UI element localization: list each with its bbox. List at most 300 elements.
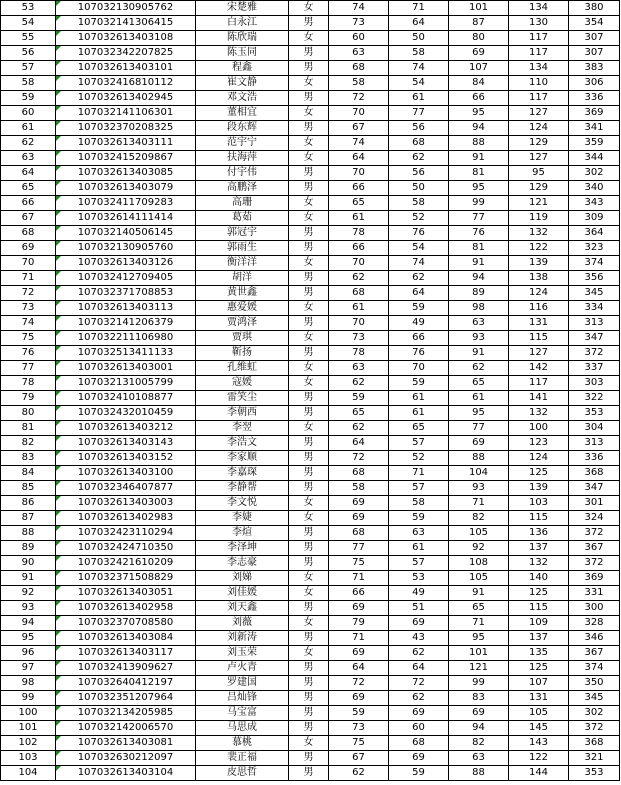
name-cell[interactable]: 李静帮 bbox=[196, 481, 289, 496]
score-c-cell[interactable]: 69 bbox=[449, 436, 509, 451]
score-c-cell[interactable]: 82 bbox=[449, 736, 509, 751]
name-cell[interactable]: 郭雨生 bbox=[196, 241, 289, 256]
gender-cell[interactable]: 女 bbox=[289, 211, 329, 226]
seq-cell[interactable]: 91 bbox=[1, 571, 56, 586]
gender-cell[interactable]: 男 bbox=[289, 676, 329, 691]
total-cell[interactable]: 367 bbox=[569, 646, 620, 661]
name-cell[interactable]: 刘玉荣 bbox=[196, 646, 289, 661]
score-b-cell[interactable]: 61 bbox=[389, 91, 449, 106]
score-d-cell[interactable]: 139 bbox=[509, 481, 569, 496]
exam-id-cell[interactable] bbox=[56, 136, 196, 151]
name-cell[interactable]: 贾鸿泽 bbox=[196, 316, 289, 331]
score-a-cell[interactable]: 65 bbox=[329, 406, 389, 421]
score-d-cell[interactable]: 132 bbox=[509, 406, 569, 421]
score-d-cell[interactable]: 129 bbox=[509, 136, 569, 151]
seq-cell[interactable]: 65 bbox=[1, 181, 56, 196]
score-d-cell[interactable]: 124 bbox=[509, 451, 569, 466]
score-a-cell[interactable]: 58 bbox=[329, 481, 389, 496]
score-d-cell[interactable]: 125 bbox=[509, 466, 569, 481]
score-b-cell[interactable]: 56 bbox=[389, 166, 449, 181]
name-cell[interactable]: 李翌 bbox=[196, 421, 289, 436]
score-a-cell[interactable]: 66 bbox=[329, 181, 389, 196]
table-row[interactable] bbox=[1, 121, 620, 136]
score-a-cell[interactable]: 60 bbox=[329, 31, 389, 46]
name-cell[interactable]: 李泽坤 bbox=[196, 541, 289, 556]
table-row[interactable] bbox=[1, 676, 620, 691]
seq-cell[interactable]: 56 bbox=[1, 46, 56, 61]
score-a-cell[interactable]: 69 bbox=[329, 691, 389, 706]
score-c-cell[interactable]: 94 bbox=[449, 271, 509, 286]
score-c-cell[interactable]: 91 bbox=[449, 256, 509, 271]
total-cell[interactable]: 301 bbox=[569, 496, 620, 511]
score-c-cell[interactable]: 91 bbox=[449, 586, 509, 601]
total-cell[interactable]: 372 bbox=[569, 556, 620, 571]
gender-cell[interactable]: 女 bbox=[289, 421, 329, 436]
name-cell[interactable]: 胡洋 bbox=[196, 271, 289, 286]
score-c-cell[interactable]: 95 bbox=[449, 406, 509, 421]
score-d-cell[interactable]: 144 bbox=[509, 766, 569, 781]
score-d-cell[interactable]: 107 bbox=[509, 676, 569, 691]
score-c-cell[interactable]: 99 bbox=[449, 196, 509, 211]
seq-cell[interactable]: 69 bbox=[1, 241, 56, 256]
exam-id-cell[interactable] bbox=[56, 766, 196, 781]
gender-cell[interactable]: 男 bbox=[289, 271, 329, 286]
seq-cell[interactable]: 100 bbox=[1, 706, 56, 721]
score-b-cell[interactable]: 76 bbox=[389, 226, 449, 241]
exam-id-cell[interactable] bbox=[56, 721, 196, 736]
score-a-cell[interactable]: 65 bbox=[329, 196, 389, 211]
total-cell[interactable]: 369 bbox=[569, 571, 620, 586]
gender-cell[interactable]: 男 bbox=[289, 121, 329, 136]
score-c-cell[interactable]: 105 bbox=[449, 526, 509, 541]
seq-cell[interactable]: 79 bbox=[1, 391, 56, 406]
score-b-cell[interactable]: 61 bbox=[389, 541, 449, 556]
total-cell[interactable]: 368 bbox=[569, 466, 620, 481]
score-d-cell[interactable]: 137 bbox=[509, 541, 569, 556]
exam-id-cell[interactable] bbox=[56, 616, 196, 631]
score-b-cell[interactable]: 50 bbox=[389, 181, 449, 196]
score-a-cell[interactable]: 73 bbox=[329, 331, 389, 346]
score-a-cell[interactable]: 62 bbox=[329, 421, 389, 436]
score-c-cell[interactable]: 104 bbox=[449, 466, 509, 481]
seq-cell[interactable]: 70 bbox=[1, 256, 56, 271]
name-cell[interactable]: 白永江 bbox=[196, 16, 289, 31]
seq-cell[interactable]: 66 bbox=[1, 196, 56, 211]
gender-cell[interactable]: 女 bbox=[289, 106, 329, 121]
table-row[interactable] bbox=[1, 406, 620, 421]
score-d-cell[interactable]: 103 bbox=[509, 496, 569, 511]
seq-cell[interactable]: 60 bbox=[1, 106, 56, 121]
exam-id-cell[interactable] bbox=[56, 241, 196, 256]
score-d-cell[interactable]: 142 bbox=[509, 361, 569, 376]
gender-cell[interactable]: 女 bbox=[289, 571, 329, 586]
table-row[interactable] bbox=[1, 571, 620, 586]
score-b-cell[interactable]: 43 bbox=[389, 631, 449, 646]
total-cell[interactable]: 372 bbox=[569, 346, 620, 361]
gender-cell[interactable]: 女 bbox=[289, 646, 329, 661]
table-row[interactable] bbox=[1, 451, 620, 466]
table-row[interactable] bbox=[1, 271, 620, 286]
score-d-cell[interactable]: 119 bbox=[509, 211, 569, 226]
name-cell[interactable]: 邓文浩 bbox=[196, 91, 289, 106]
exam-id-cell[interactable] bbox=[56, 751, 196, 766]
table-row[interactable] bbox=[1, 436, 620, 451]
total-cell[interactable]: 346 bbox=[569, 631, 620, 646]
table-row[interactable] bbox=[1, 556, 620, 571]
table-row[interactable] bbox=[1, 421, 620, 436]
score-c-cell[interactable]: 95 bbox=[449, 181, 509, 196]
score-b-cell[interactable]: 52 bbox=[389, 451, 449, 466]
score-c-cell[interactable]: 94 bbox=[449, 721, 509, 736]
score-a-cell[interactable]: 71 bbox=[329, 631, 389, 646]
name-cell[interactable]: 惠爱媛 bbox=[196, 301, 289, 316]
exam-id-cell[interactable] bbox=[56, 61, 196, 76]
seq-cell[interactable]: 86 bbox=[1, 496, 56, 511]
score-c-cell[interactable]: 88 bbox=[449, 136, 509, 151]
gender-cell[interactable]: 男 bbox=[289, 466, 329, 481]
seq-cell[interactable]: 73 bbox=[1, 301, 56, 316]
name-cell[interactable]: 崔文静 bbox=[196, 76, 289, 91]
seq-cell[interactable]: 99 bbox=[1, 691, 56, 706]
total-cell[interactable]: 353 bbox=[569, 406, 620, 421]
score-d-cell[interactable]: 122 bbox=[509, 241, 569, 256]
score-a-cell[interactable]: 68 bbox=[329, 466, 389, 481]
score-c-cell[interactable]: 101 bbox=[449, 1, 509, 16]
score-c-cell[interactable]: 76 bbox=[449, 226, 509, 241]
score-c-cell[interactable]: 69 bbox=[449, 706, 509, 721]
total-cell[interactable]: 372 bbox=[569, 721, 620, 736]
table-row[interactable] bbox=[1, 91, 620, 106]
exam-id-cell[interactable] bbox=[56, 121, 196, 136]
gender-cell[interactable]: 女 bbox=[289, 76, 329, 91]
seq-cell[interactable]: 87 bbox=[1, 511, 56, 526]
exam-id-cell[interactable] bbox=[56, 736, 196, 751]
gender-cell[interactable]: 男 bbox=[289, 526, 329, 541]
gender-cell[interactable]: 男 bbox=[289, 721, 329, 736]
name-cell[interactable]: 李志豪 bbox=[196, 556, 289, 571]
score-d-cell[interactable]: 117 bbox=[509, 46, 569, 61]
gender-cell[interactable]: 男 bbox=[289, 406, 329, 421]
score-c-cell[interactable]: 84 bbox=[449, 76, 509, 91]
score-b-cell[interactable]: 51 bbox=[389, 601, 449, 616]
score-b-cell[interactable]: 61 bbox=[389, 391, 449, 406]
score-d-cell[interactable]: 115 bbox=[509, 601, 569, 616]
gender-cell[interactable]: 男 bbox=[289, 661, 329, 676]
name-cell[interactable]: 陈玉同 bbox=[196, 46, 289, 61]
gender-cell[interactable]: 男 bbox=[289, 166, 329, 181]
seq-cell[interactable]: 77 bbox=[1, 361, 56, 376]
name-cell[interactable]: 高珊 bbox=[196, 196, 289, 211]
score-d-cell[interactable]: 140 bbox=[509, 571, 569, 586]
score-b-cell[interactable]: 66 bbox=[389, 331, 449, 346]
table-row[interactable] bbox=[1, 751, 620, 766]
score-c-cell[interactable]: 77 bbox=[449, 211, 509, 226]
table-row[interactable] bbox=[1, 481, 620, 496]
table-row[interactable] bbox=[1, 736, 620, 751]
score-a-cell[interactable]: 64 bbox=[329, 661, 389, 676]
score-d-cell[interactable]: 109 bbox=[509, 616, 569, 631]
score-a-cell[interactable]: 67 bbox=[329, 751, 389, 766]
total-cell[interactable]: 336 bbox=[569, 451, 620, 466]
table-row[interactable] bbox=[1, 376, 620, 391]
total-cell[interactable]: 331 bbox=[569, 586, 620, 601]
score-b-cell[interactable]: 59 bbox=[389, 376, 449, 391]
exam-id-cell[interactable] bbox=[56, 271, 196, 286]
gender-cell[interactable]: 女 bbox=[289, 511, 329, 526]
score-b-cell[interactable]: 54 bbox=[389, 76, 449, 91]
table-row[interactable] bbox=[1, 316, 620, 331]
score-b-cell[interactable]: 62 bbox=[389, 271, 449, 286]
total-cell[interactable]: 337 bbox=[569, 361, 620, 376]
exam-id-cell[interactable] bbox=[56, 91, 196, 106]
score-a-cell[interactable]: 73 bbox=[329, 721, 389, 736]
total-cell[interactable]: 313 bbox=[569, 316, 620, 331]
exam-id-cell[interactable] bbox=[56, 556, 196, 571]
exam-id-cell[interactable] bbox=[56, 31, 196, 46]
score-b-cell[interactable]: 64 bbox=[389, 286, 449, 301]
score-a-cell[interactable]: 63 bbox=[329, 46, 389, 61]
seq-cell[interactable]: 57 bbox=[1, 61, 56, 76]
gender-cell[interactable]: 男 bbox=[289, 766, 329, 781]
seq-cell[interactable]: 101 bbox=[1, 721, 56, 736]
table-row[interactable] bbox=[1, 16, 620, 31]
score-a-cell[interactable]: 68 bbox=[329, 286, 389, 301]
table-row[interactable] bbox=[1, 646, 620, 661]
total-cell[interactable]: 372 bbox=[569, 526, 620, 541]
score-b-cell[interactable]: 70 bbox=[389, 361, 449, 376]
score-a-cell[interactable]: 77 bbox=[329, 541, 389, 556]
score-b-cell[interactable]: 57 bbox=[389, 436, 449, 451]
score-a-cell[interactable]: 71 bbox=[329, 571, 389, 586]
table-row[interactable] bbox=[1, 31, 620, 46]
gender-cell[interactable]: 男 bbox=[289, 241, 329, 256]
gender-cell[interactable]: 男 bbox=[289, 46, 329, 61]
name-cell[interactable]: 陈欣瑞 bbox=[196, 31, 289, 46]
score-b-cell[interactable]: 72 bbox=[389, 676, 449, 691]
score-a-cell[interactable]: 67 bbox=[329, 121, 389, 136]
gender-cell[interactable]: 女 bbox=[289, 376, 329, 391]
total-cell[interactable]: 345 bbox=[569, 286, 620, 301]
name-cell[interactable]: 程鑫 bbox=[196, 61, 289, 76]
name-cell[interactable]: 付宇伟 bbox=[196, 166, 289, 181]
name-cell[interactable]: 李嘉琛 bbox=[196, 466, 289, 481]
name-cell[interactable]: 裴正福 bbox=[196, 751, 289, 766]
total-cell[interactable]: 328 bbox=[569, 616, 620, 631]
seq-cell[interactable]: 89 bbox=[1, 541, 56, 556]
name-cell[interactable]: 李家顺 bbox=[196, 451, 289, 466]
exam-id-cell[interactable] bbox=[56, 496, 196, 511]
exam-id-cell[interactable] bbox=[56, 451, 196, 466]
seq-cell[interactable]: 83 bbox=[1, 451, 56, 466]
exam-id-cell[interactable] bbox=[56, 406, 196, 421]
score-a-cell[interactable]: 61 bbox=[329, 211, 389, 226]
seq-cell[interactable]: 104 bbox=[1, 766, 56, 781]
score-b-cell[interactable]: 58 bbox=[389, 46, 449, 61]
score-d-cell[interactable]: 115 bbox=[509, 511, 569, 526]
table-row[interactable] bbox=[1, 136, 620, 151]
score-b-cell[interactable]: 57 bbox=[389, 556, 449, 571]
table-row[interactable] bbox=[1, 601, 620, 616]
score-b-cell[interactable]: 64 bbox=[389, 661, 449, 676]
score-a-cell[interactable]: 72 bbox=[329, 676, 389, 691]
seq-cell[interactable]: 76 bbox=[1, 346, 56, 361]
name-cell[interactable]: 李朝西 bbox=[196, 406, 289, 421]
score-a-cell[interactable]: 59 bbox=[329, 391, 389, 406]
gender-cell[interactable]: 女 bbox=[289, 1, 329, 16]
name-cell[interactable]: 卢火青 bbox=[196, 661, 289, 676]
exam-id-cell[interactable] bbox=[56, 481, 196, 496]
score-b-cell[interactable]: 71 bbox=[389, 466, 449, 481]
total-cell[interactable]: 323 bbox=[569, 241, 620, 256]
score-b-cell[interactable]: 68 bbox=[389, 136, 449, 151]
score-a-cell[interactable]: 74 bbox=[329, 1, 389, 16]
name-cell[interactable]: 高鹏泽 bbox=[196, 181, 289, 196]
exam-id-cell[interactable] bbox=[56, 226, 196, 241]
total-cell[interactable]: 344 bbox=[569, 151, 620, 166]
table-row[interactable] bbox=[1, 241, 620, 256]
score-a-cell[interactable]: 61 bbox=[329, 301, 389, 316]
name-cell[interactable]: 李浩文 bbox=[196, 436, 289, 451]
table-row[interactable] bbox=[1, 721, 620, 736]
total-cell[interactable]: 307 bbox=[569, 31, 620, 46]
total-cell[interactable]: 336 bbox=[569, 91, 620, 106]
score-c-cell[interactable]: 62 bbox=[449, 361, 509, 376]
total-cell[interactable]: 347 bbox=[569, 481, 620, 496]
score-d-cell[interactable]: 116 bbox=[509, 301, 569, 316]
score-c-cell[interactable]: 71 bbox=[449, 496, 509, 511]
score-b-cell[interactable]: 77 bbox=[389, 106, 449, 121]
score-d-cell[interactable]: 127 bbox=[509, 106, 569, 121]
name-cell[interactable]: 葛茹 bbox=[196, 211, 289, 226]
score-c-cell[interactable]: 82 bbox=[449, 511, 509, 526]
exam-id-cell[interactable] bbox=[56, 646, 196, 661]
score-d-cell[interactable]: 124 bbox=[509, 286, 569, 301]
total-cell[interactable]: 334 bbox=[569, 301, 620, 316]
exam-id-cell[interactable] bbox=[56, 421, 196, 436]
total-cell[interactable]: 364 bbox=[569, 226, 620, 241]
score-d-cell[interactable]: 105 bbox=[509, 706, 569, 721]
gender-cell[interactable]: 女 bbox=[289, 196, 329, 211]
total-cell[interactable]: 354 bbox=[569, 16, 620, 31]
score-b-cell[interactable]: 58 bbox=[389, 196, 449, 211]
score-a-cell[interactable]: 63 bbox=[329, 361, 389, 376]
score-a-cell[interactable]: 70 bbox=[329, 106, 389, 121]
seq-cell[interactable]: 96 bbox=[1, 646, 56, 661]
table-row[interactable] bbox=[1, 256, 620, 271]
table-row[interactable] bbox=[1, 196, 620, 211]
score-c-cell[interactable]: 95 bbox=[449, 631, 509, 646]
total-cell[interactable]: 368 bbox=[569, 736, 620, 751]
seq-cell[interactable]: 62 bbox=[1, 136, 56, 151]
score-c-cell[interactable]: 83 bbox=[449, 691, 509, 706]
exam-id-cell[interactable] bbox=[56, 76, 196, 91]
seq-cell[interactable]: 67 bbox=[1, 211, 56, 226]
gender-cell[interactable]: 男 bbox=[289, 691, 329, 706]
score-c-cell[interactable]: 93 bbox=[449, 481, 509, 496]
score-a-cell[interactable]: 72 bbox=[329, 91, 389, 106]
exam-id-cell[interactable] bbox=[56, 541, 196, 556]
seq-cell[interactable]: 95 bbox=[1, 631, 56, 646]
gender-cell[interactable]: 女 bbox=[289, 331, 329, 346]
gender-cell[interactable]: 男 bbox=[289, 451, 329, 466]
exam-id-cell[interactable] bbox=[56, 376, 196, 391]
seq-cell[interactable]: 85 bbox=[1, 481, 56, 496]
exam-id-cell[interactable] bbox=[56, 331, 196, 346]
total-cell[interactable]: 369 bbox=[569, 106, 620, 121]
exam-id-cell[interactable] bbox=[56, 691, 196, 706]
name-cell[interactable]: 李婕 bbox=[196, 511, 289, 526]
score-d-cell[interactable]: 136 bbox=[509, 526, 569, 541]
score-b-cell[interactable]: 74 bbox=[389, 61, 449, 76]
exam-id-cell[interactable] bbox=[56, 166, 196, 181]
gender-cell[interactable]: 男 bbox=[289, 181, 329, 196]
score-d-cell[interactable]: 121 bbox=[509, 196, 569, 211]
score-a-cell[interactable]: 62 bbox=[329, 271, 389, 286]
exam-id-cell[interactable] bbox=[56, 601, 196, 616]
score-c-cell[interactable]: 99 bbox=[449, 676, 509, 691]
gender-cell[interactable]: 男 bbox=[289, 556, 329, 571]
score-d-cell[interactable]: 95 bbox=[509, 166, 569, 181]
exam-id-cell[interactable] bbox=[56, 181, 196, 196]
table-row[interactable] bbox=[1, 346, 620, 361]
table-row[interactable] bbox=[1, 361, 620, 376]
score-a-cell[interactable]: 70 bbox=[329, 316, 389, 331]
score-a-cell[interactable]: 64 bbox=[329, 151, 389, 166]
gender-cell[interactable]: 男 bbox=[289, 226, 329, 241]
seq-cell[interactable]: 55 bbox=[1, 31, 56, 46]
seq-cell[interactable]: 59 bbox=[1, 91, 56, 106]
score-a-cell[interactable]: 70 bbox=[329, 166, 389, 181]
score-c-cell[interactable]: 66 bbox=[449, 91, 509, 106]
exam-id-cell[interactable] bbox=[56, 256, 196, 271]
table-row[interactable] bbox=[1, 61, 620, 76]
seq-cell[interactable]: 88 bbox=[1, 526, 56, 541]
exam-id-cell[interactable] bbox=[56, 46, 196, 61]
total-cell[interactable]: 374 bbox=[569, 661, 620, 676]
score-b-cell[interactable]: 59 bbox=[389, 511, 449, 526]
score-a-cell[interactable]: 68 bbox=[329, 526, 389, 541]
score-b-cell[interactable]: 53 bbox=[389, 571, 449, 586]
name-cell[interactable]: 李文悦 bbox=[196, 496, 289, 511]
total-cell[interactable]: 307 bbox=[569, 46, 620, 61]
score-d-cell[interactable]: 127 bbox=[509, 151, 569, 166]
gender-cell[interactable]: 男 bbox=[289, 481, 329, 496]
score-c-cell[interactable]: 80 bbox=[449, 31, 509, 46]
name-cell[interactable]: 皮思哲 bbox=[196, 766, 289, 781]
exam-id-cell[interactable] bbox=[56, 16, 196, 31]
score-b-cell[interactable]: 52 bbox=[389, 211, 449, 226]
total-cell[interactable]: 359 bbox=[569, 136, 620, 151]
table-row[interactable] bbox=[1, 496, 620, 511]
name-cell[interactable]: 雷笑尘 bbox=[196, 391, 289, 406]
score-b-cell[interactable]: 62 bbox=[389, 151, 449, 166]
score-a-cell[interactable]: 58 bbox=[329, 76, 389, 91]
score-d-cell[interactable]: 145 bbox=[509, 721, 569, 736]
score-d-cell[interactable]: 117 bbox=[509, 91, 569, 106]
score-a-cell[interactable]: 72 bbox=[329, 451, 389, 466]
seq-cell[interactable]: 58 bbox=[1, 76, 56, 91]
name-cell[interactable]: 李煊 bbox=[196, 526, 289, 541]
score-b-cell[interactable]: 62 bbox=[389, 691, 449, 706]
total-cell[interactable]: 340 bbox=[569, 181, 620, 196]
score-a-cell[interactable]: 73 bbox=[329, 16, 389, 31]
gender-cell[interactable]: 男 bbox=[289, 286, 329, 301]
score-b-cell[interactable]: 71 bbox=[389, 1, 449, 16]
score-b-cell[interactable]: 69 bbox=[389, 616, 449, 631]
total-cell[interactable]: 321 bbox=[569, 751, 620, 766]
exam-id-cell[interactable] bbox=[56, 676, 196, 691]
gender-cell[interactable]: 男 bbox=[289, 436, 329, 451]
